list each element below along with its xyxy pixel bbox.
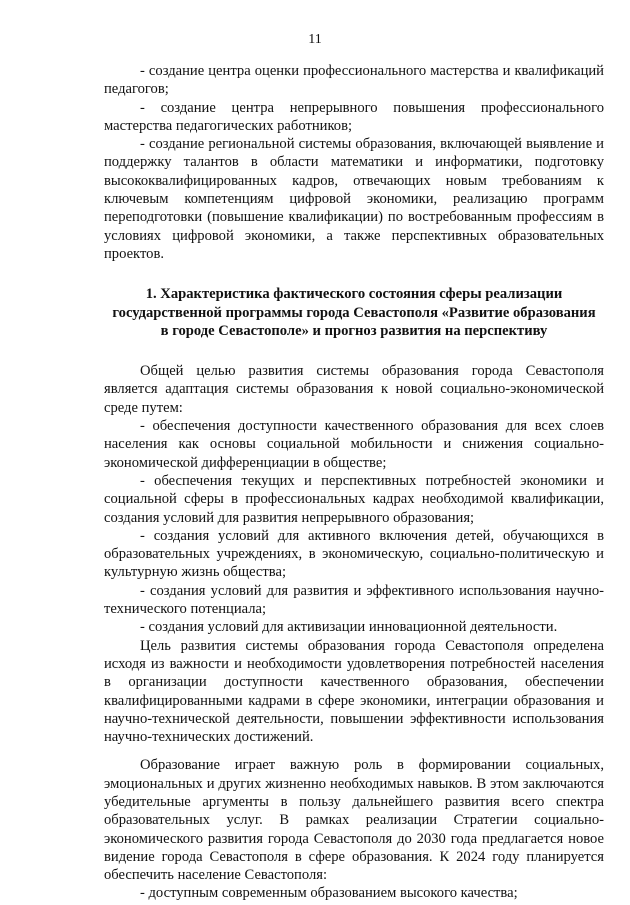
section-heading: 1. Характеристика фактического состояния сферы реализации государственной программы города Севастополя «Развитие образования в городе Севастополе» и прогноз развития на перспективу bbox=[112, 286, 596, 339]
paragraph: - создания условий для активного включения детей, обучающихся в образовательных учреждениях, в экономическую, социально-политическую и культурную жизнь общества; bbox=[104, 527, 604, 581]
paragraph: Общей целью развития системы образования города Севастополя является адаптация системы образования к новой социально-экономической среде путем: bbox=[104, 363, 604, 416]
paragraph: - обеспечения текущих и перспективных потребностей экономики и социальной сферы в профессиональных кадрах необходимой квалификации, создания условий для развития непрерывного образования; bbox=[104, 472, 604, 526]
paragraph: - создание центра оценки профессионального мастерства и квалификаций педагогов; bbox=[104, 63, 604, 98]
page-number: 11 bbox=[308, 32, 322, 47]
paragraph: - создания условий для активизации инновационной деятельности. bbox=[140, 619, 558, 636]
paragraph: - создание региональной системы образования, включающей выявление и поддержку талантов в области математики и информатики, подготовку высококвалифицированных кадров, отвечающих новым требованиям к ключевым компетенциям цифровой экономики, реализацию программ переподготовки (повышение квалификации) по востребованным профессиям в условиях цифровой экономики, а также перспективных образовательных проектов. bbox=[104, 136, 604, 262]
paragraph: Образование играет важную роль в формировании социальных, эмоциональных и других жизненно необходимых навыков. В этом заключаются убедительные аргументы в пользу дальнейшего развития всего спектра образовательных услуг. В рамках реализации Стратегии социально-экономического развития города Севастополя до 2030 года предлагается новое видение города Севастополя в сфере образования. К 2024 году планируется обеспечить население Севастополя: bbox=[104, 757, 604, 884]
paragraph: - обеспечения доступности качественного образования для всех слоев населения как основы социальной мобильности и снижения социально-экономической дифференциации в обществе; bbox=[104, 418, 604, 471]
paragraph: - создания условий для развития и эффективного использования научно-технического потенциала; bbox=[104, 582, 604, 618]
document-body bbox=[104, 62, 604, 903]
paragraph: - доступным современным образованием высокого качества; bbox=[140, 885, 518, 902]
paragraph: Цель развития системы образования города Севастополя определена исходя из важности и необходимости удовлетворения потребностей населения в организации доступности качественного образования, обеспечении квалифицированными кадрами в сфере экономики, интеграции образования и научно-технической деятельности, повышении эффективности использования научно-технических достижений. bbox=[104, 637, 604, 746]
paragraph: - создание центра непрерывного повышения профессионального мастерства педагогических работников; bbox=[104, 99, 604, 134]
